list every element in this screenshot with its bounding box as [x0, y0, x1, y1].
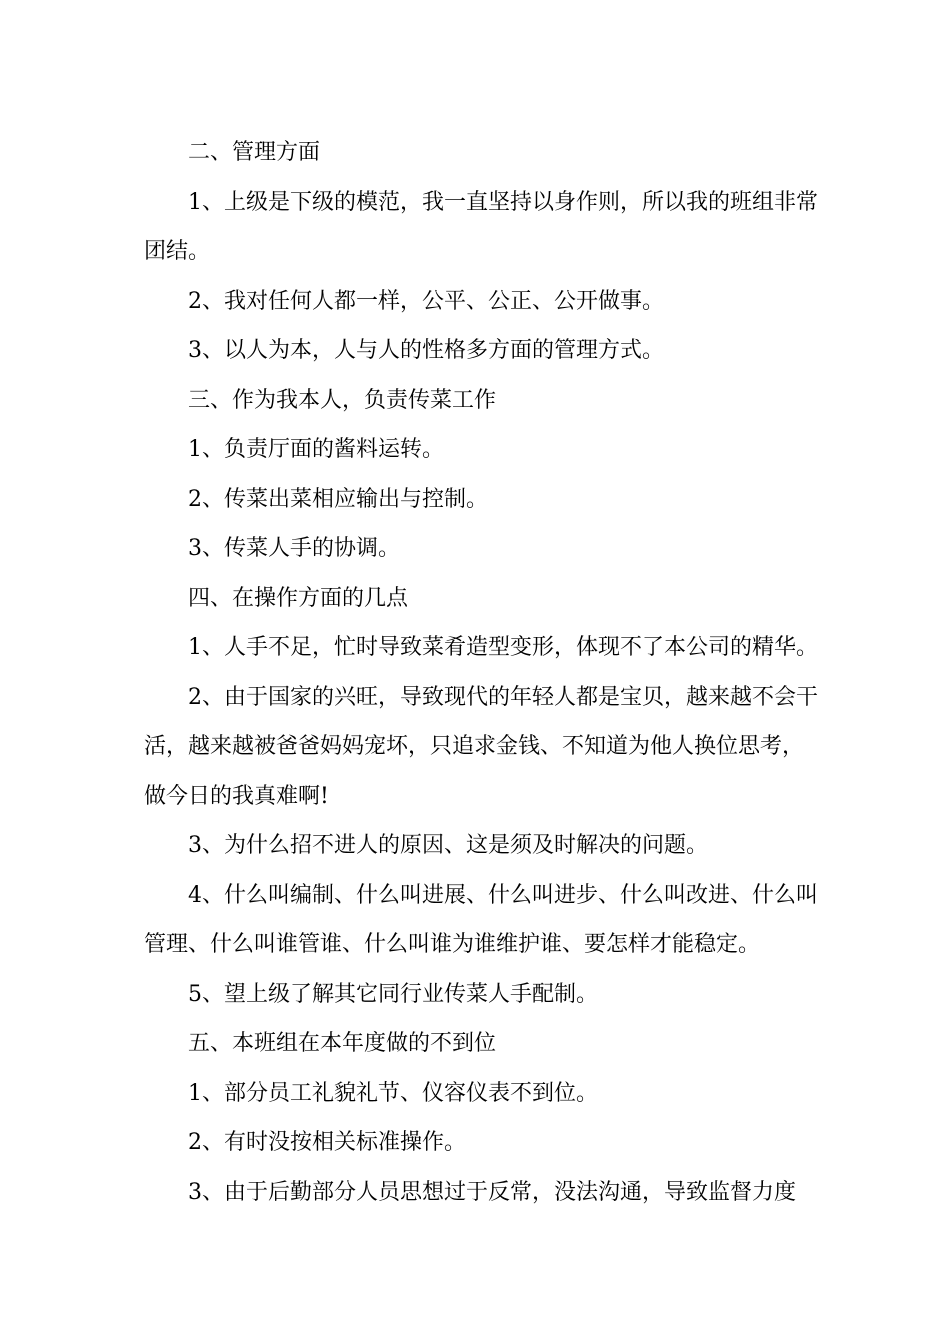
paragraph-shortcomings-1: 1、部分员工礼貌礼节、仪容仪表不到位。 [188, 1080, 598, 1106]
paragraph-shortcomings-3: 3、由于后勤部分人员思想过于反常，没法沟通，导致监督力度 [188, 1179, 796, 1205]
heading-operations: 四、在操作方面的几点 [188, 585, 409, 611]
paragraph-operations-4: 4、什么叫编制、什么叫进展、什么叫进步、什么叫改进、什么叫管理、什么叫谁管谁、什么叫谁为谁维护谁、要怎样才能稳定。 [144, 882, 818, 957]
paragraph-operations-2: 2、由于国家的兴旺，导致现代的年轻人都是宝贝，越来越不会干活，越来越被爸爸妈妈宠坏，只追求金钱、不知道为他人换位思考，做今日的我真难啊! [144, 684, 818, 809]
heading-management: 二、管理方面 [188, 140, 321, 165]
paragraph-operations-3: 3、为什么招不进人的原因、这是须及时解决的问题。 [188, 833, 708, 858]
paragraph-management-1: 1、上级是下级的模范，我一直坚持以身作则，所以我的班组非常团结。 [144, 189, 818, 264]
paragraph-duties-3: 3、传菜人手的协调。 [188, 536, 400, 561]
paragraph-shortcomings-2: 2、有时没按相关标准操作。 [188, 1130, 466, 1155]
paragraph-duties-2: 2、传菜出菜相应输出与控制。 [188, 486, 488, 512]
heading-shortcomings: 五、本班组在本年度做的不到位 [188, 1031, 497, 1056]
paragraph-management-3: 3、以人为本，人与人的性格多方面的管理方式。 [188, 338, 664, 363]
paragraph-operations-5: 5、望上级了解其它同行业传菜人手配制。 [188, 981, 598, 1007]
heading-my-duties: 三、作为我本人，负责传菜工作 [188, 387, 497, 413]
paragraph-operations-1: 1、人手不足，忙时导致菜肴造型变形，体现不了本公司的精华。 [188, 635, 818, 660]
paragraph-management-2: 2、我对任何人都一样，公平、公正、公开做事。 [188, 288, 664, 314]
document-body [144, 128, 824, 1217]
paragraph-duties-1: 1、负责厅面的酱料运转。 [188, 437, 444, 462]
